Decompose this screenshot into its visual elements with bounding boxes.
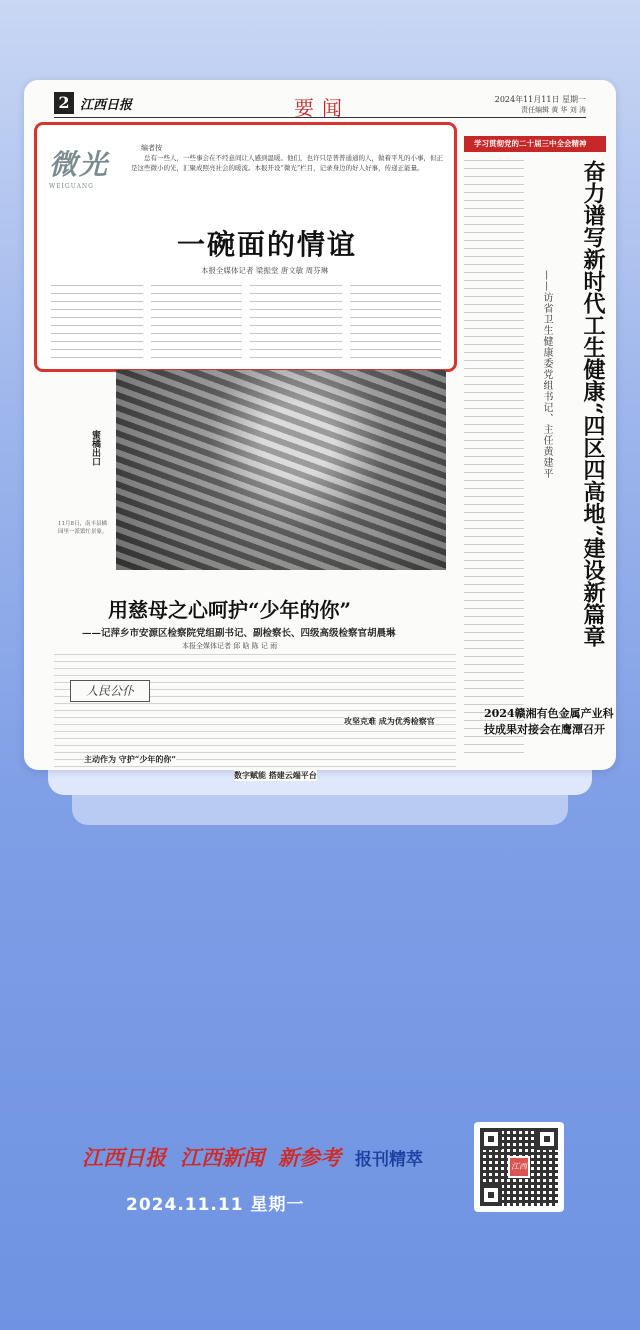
article2-body	[54, 654, 456, 770]
right-column-body	[464, 160, 524, 760]
editor-note-title: 编者按	[141, 144, 162, 152]
news-photo	[116, 370, 446, 570]
jiangxi-news-logo: 江西新闻	[180, 1145, 264, 1170]
footer-logos	[82, 1142, 442, 1172]
article2-subheading: 攻坚克难 成为优秀检察官	[344, 716, 435, 726]
qr-center-logo-icon: 江西	[508, 1156, 530, 1178]
newspaper-digest-logo: 报刊精萃	[355, 1149, 423, 1170]
featured-article-box[interactable]	[34, 122, 457, 372]
article2-subhead: ——记萍乡市安源区检察院党组副书记、副检察长、四级高级检察官胡晨琳	[82, 628, 396, 639]
masthead	[54, 92, 586, 118]
article2-byline: 本报全媒体记者 邱 晗 陈 记 雨	[182, 642, 278, 650]
jiangxi-daily-logo: 江西日报	[82, 1145, 166, 1170]
editor-note: 总有一些人，一些事会在不经意间让人感到温暖。他们，也许只是普普通通的人，做着平凡的小事，但正是这些微小的光，汇聚成照亮社会的暖流。本报开设“微光”栏目，记录身边的好人好事，传递正能量。	[131, 154, 443, 172]
footer-date: 2024.11.11 星期一	[126, 1195, 305, 1215]
people-servant-stamp: 人民公仆	[70, 680, 150, 702]
article2-headline: 用慈母之心呵护“少年的你”	[108, 598, 352, 622]
paper-logo: 江西日报	[80, 98, 133, 113]
right-column-subhead: ——访省卫生健康委党组书记、主任黄建平	[541, 270, 552, 479]
page-number: 2	[54, 92, 74, 114]
issue-date: 2024年11月11日 星期一	[494, 95, 586, 104]
new-reference-logo: 新参考	[278, 1145, 341, 1170]
news-headline: 2024赣湘有色金属产业科技成果对接会在鹰潭召开	[484, 707, 614, 736]
featured-byline: 本报全媒体记者 梁振堂 唐文敏 周芬琳	[201, 266, 329, 275]
featured-article-body	[51, 285, 441, 365]
photo-caption-title: 蜜橘出口	[90, 430, 100, 466]
article2-subheading: 数字赋能 搭建云端平台	[234, 770, 317, 780]
section-title: 要闻	[294, 96, 350, 120]
newspaper-page[interactable]	[24, 80, 616, 780]
qr-code[interactable]	[474, 1122, 564, 1212]
photo-caption: 11月8日，南丰县橘园里一派繁忙景象。	[58, 521, 108, 535]
article2-subheading: 主动作为 守护“少年的你”	[84, 754, 176, 764]
featured-headline: 一碗面的情谊	[177, 228, 358, 261]
editors-line: 责任编辑 黄 华 刘 涛	[521, 106, 586, 114]
weiguang-column-logo: 微光 WEIGUANG	[49, 148, 110, 190]
right-column-headline: 奋力谱写新时代工生健康“四区四高地”建设新篇章	[580, 160, 606, 648]
study-banner: 学习贯彻党的二十届三中全会精神	[464, 136, 606, 152]
